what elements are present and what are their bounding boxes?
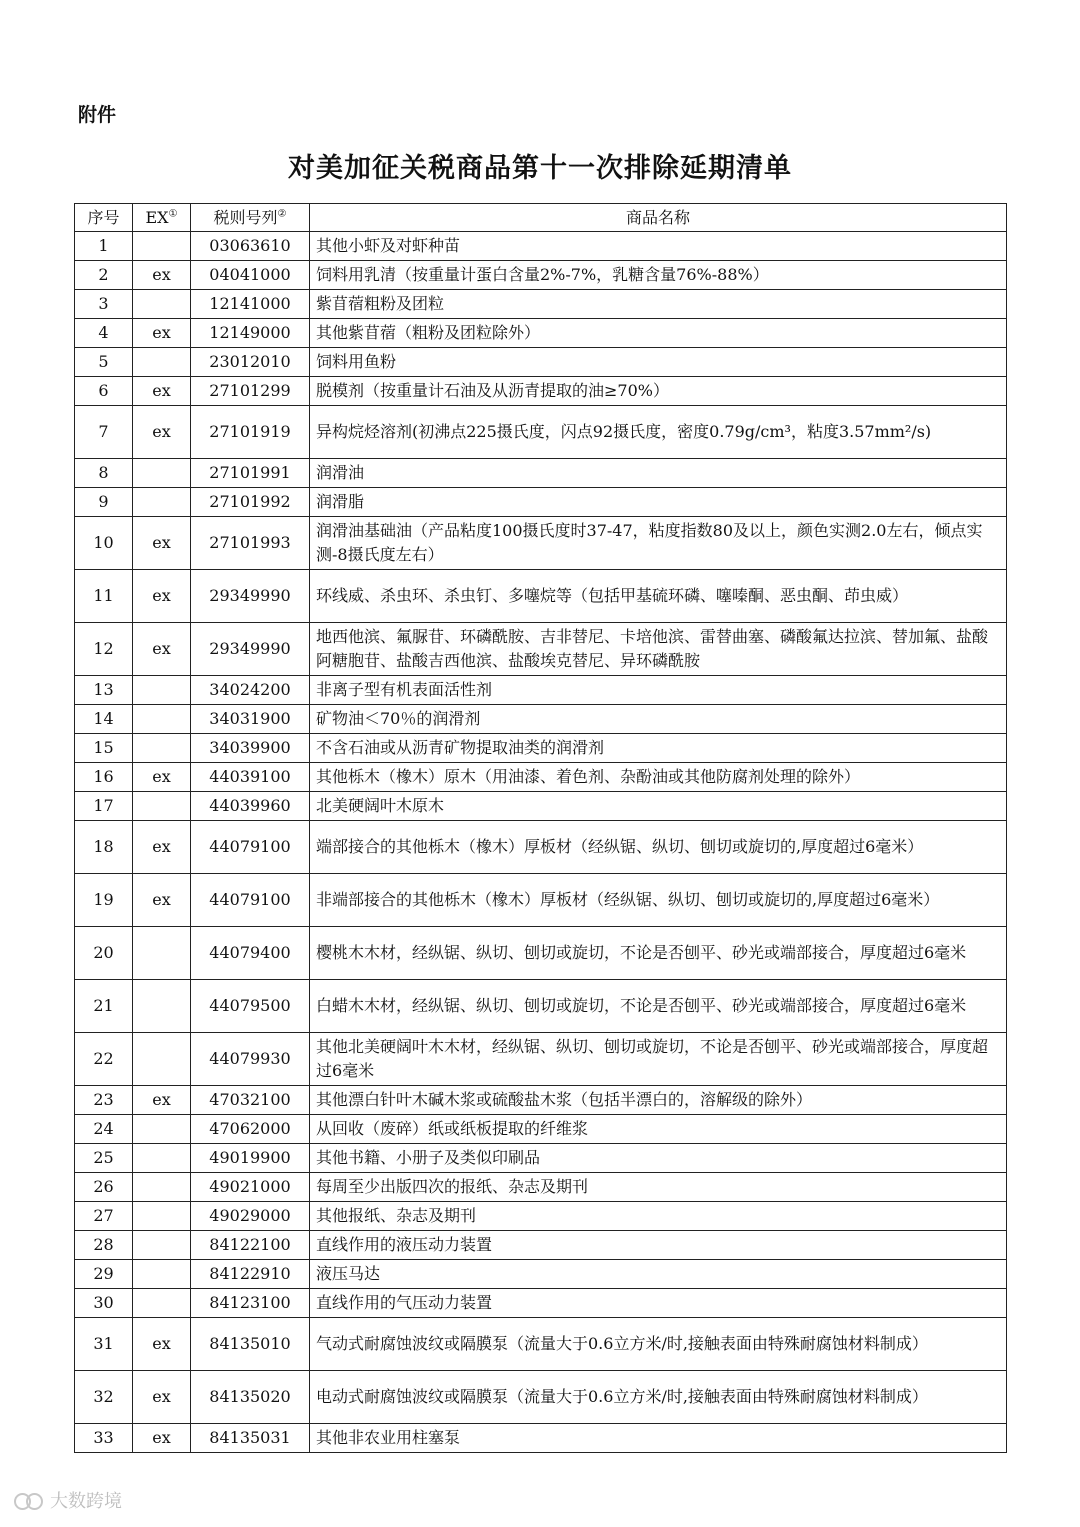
row-ex-flag <box>133 232 191 261</box>
row-product-name: 其他栎木（橡木）原木（用油漆、着色剂、杂酚油或其他防腐剂处理的除外） <box>310 763 1007 792</box>
row-tariff-code: 27101993 <box>191 517 310 570</box>
row-tariff-code: 34039900 <box>191 734 310 763</box>
row-number: 18 <box>75 821 133 874</box>
row-ex-flag: ex <box>133 261 191 290</box>
header-num: 序号 <box>75 204 133 232</box>
row-number: 32 <box>75 1371 133 1424</box>
row-ex-flag <box>133 792 191 821</box>
table-row <box>75 406 1007 459</box>
row-ex-flag: ex <box>133 1086 191 1115</box>
row-product-name: 白蜡木木材，经纵锯、纵切、刨切或旋切，不论是否刨平、砂光或端部接合，厚度超过6毫米 <box>310 980 1007 1033</box>
row-number: 22 <box>75 1033 133 1086</box>
row-number: 21 <box>75 980 133 1033</box>
row-product-name: 异构烷烃溶剂(初沸点225摄氏度，闪点92摄氏度，密度0.79g/cm³，粘度3.57mm²/s) <box>310 406 1007 459</box>
row-product-name: 其他北美硬阔叶木木材，经纵锯、纵切、刨切或旋切，不论是否刨平、砂光或端部接合，厚度超过6毫米 <box>310 1033 1007 1086</box>
row-ex-flag <box>133 1033 191 1086</box>
row-tariff-code: 27101919 <box>191 406 310 459</box>
row-ex-flag <box>133 290 191 319</box>
row-product-name: 润滑油 <box>310 459 1007 488</box>
row-product-name: 每周至少出版四次的报纸、杂志及期刊 <box>310 1173 1007 1202</box>
row-tariff-code: 44079100 <box>191 874 310 927</box>
row-product-name: 其他报纸、杂志及期刊 <box>310 1202 1007 1231</box>
logo-icon <box>14 1491 44 1509</box>
row-number: 19 <box>75 874 133 927</box>
row-tariff-code: 44079500 <box>191 980 310 1033</box>
row-ex-flag: ex <box>133 517 191 570</box>
table-row <box>75 623 1007 676</box>
row-product-name: 地西他滨、氟脲苷、环磷酰胺、吉非替尼、卡培他滨、雷替曲塞、磷酸氟达拉滨、替加氟、盐酸阿糖胞苷、盐酸吉西他滨、盐酸埃克替尼、异环磷酰胺 <box>310 623 1007 676</box>
row-tariff-code: 29349990 <box>191 570 310 623</box>
row-ex-flag <box>133 488 191 517</box>
row-product-name: 气动式耐腐蚀波纹或隔膜泵（流量大于0.6立方米/时,接触表面由特殊耐腐蚀材料制成） <box>310 1318 1007 1371</box>
table-row <box>75 1202 1007 1231</box>
table-row <box>75 517 1007 570</box>
row-tariff-code: 27101299 <box>191 377 310 406</box>
row-product-name: 紫苜蓿粗粉及团粒 <box>310 290 1007 319</box>
row-ex-flag <box>133 1144 191 1173</box>
table-row <box>75 676 1007 705</box>
row-product-name: 直线作用的液压动力装置 <box>310 1231 1007 1260</box>
row-tariff-code: 44079930 <box>191 1033 310 1086</box>
row-ex-flag <box>133 1289 191 1318</box>
row-product-name: 饲料用鱼粉 <box>310 348 1007 377</box>
row-tariff-code: 27101992 <box>191 488 310 517</box>
table-row <box>75 705 1007 734</box>
row-product-name: 从回收（废碎）纸或纸板提取的纤维浆 <box>310 1115 1007 1144</box>
table-row <box>75 1318 1007 1371</box>
table-row <box>75 1144 1007 1173</box>
table-row <box>75 1115 1007 1144</box>
row-tariff-code: 29349990 <box>191 623 310 676</box>
row-tariff-code: 84123100 <box>191 1289 310 1318</box>
row-tariff-code: 44079100 <box>191 821 310 874</box>
header-code: 税则号列② <box>191 204 310 232</box>
table-row <box>75 319 1007 348</box>
row-number: 9 <box>75 488 133 517</box>
row-ex-flag: ex <box>133 623 191 676</box>
row-tariff-code: 34031900 <box>191 705 310 734</box>
row-tariff-code: 47032100 <box>191 1086 310 1115</box>
table-row <box>75 734 1007 763</box>
table-row <box>75 792 1007 821</box>
row-number: 24 <box>75 1115 133 1144</box>
row-tariff-code: 84135031 <box>191 1424 310 1453</box>
row-ex-flag: ex <box>133 874 191 927</box>
watermark-text: 大数跨境 <box>50 1491 122 1512</box>
row-ex-flag <box>133 1260 191 1289</box>
row-number: 3 <box>75 290 133 319</box>
row-ex-flag <box>133 459 191 488</box>
table-row <box>75 1231 1007 1260</box>
row-number: 2 <box>75 261 133 290</box>
table-row <box>75 1033 1007 1086</box>
table-row <box>75 232 1007 261</box>
row-number: 28 <box>75 1231 133 1260</box>
row-tariff-code: 44039100 <box>191 763 310 792</box>
row-tariff-code: 44079400 <box>191 927 310 980</box>
table-row <box>75 459 1007 488</box>
row-tariff-code: 84135020 <box>191 1371 310 1424</box>
row-product-name: 其他紫苜蓿（粗粉及团粒除外） <box>310 319 1007 348</box>
table-row <box>75 488 1007 517</box>
row-tariff-code: 49029000 <box>191 1202 310 1231</box>
table-row <box>75 1424 1007 1453</box>
watermark <box>14 1487 122 1513</box>
row-product-name: 环线威、杀虫环、杀虫钉、多噻烷等（包括甲基硫环磷、噻嗪酮、恶虫酮、茚虫威） <box>310 570 1007 623</box>
row-ex-flag <box>133 1231 191 1260</box>
row-product-name: 非端部接合的其他栎木（橡木）厚板材（经纵锯、纵切、刨切或旋切的,厚度超过6毫米） <box>310 874 1007 927</box>
row-number: 1 <box>75 232 133 261</box>
row-ex-flag: ex <box>133 763 191 792</box>
row-product-name: 液压马达 <box>310 1260 1007 1289</box>
row-ex-flag <box>133 348 191 377</box>
row-number: 20 <box>75 927 133 980</box>
row-ex-flag <box>133 1115 191 1144</box>
row-number: 7 <box>75 406 133 459</box>
row-number: 26 <box>75 1173 133 1202</box>
header-ex: EX① <box>133 204 191 232</box>
row-number: 29 <box>75 1260 133 1289</box>
row-ex-flag <box>133 1202 191 1231</box>
row-ex-flag: ex <box>133 319 191 348</box>
row-product-name: 不含石油或从沥青矿物提取油类的润滑剂 <box>310 734 1007 763</box>
row-product-name: 其他漂白针叶木碱木浆或硫酸盐木浆（包括半漂白的，溶解级的除外） <box>310 1086 1007 1115</box>
footnote-marker: ① <box>168 208 178 220</box>
row-number: 27 <box>75 1202 133 1231</box>
row-product-name: 非离子型有机表面活性剂 <box>310 676 1007 705</box>
table-row <box>75 570 1007 623</box>
row-number: 14 <box>75 705 133 734</box>
row-ex-flag: ex <box>133 377 191 406</box>
row-ex-flag: ex <box>133 1318 191 1371</box>
row-tariff-code: 03063610 <box>191 232 310 261</box>
row-number: 17 <box>75 792 133 821</box>
row-number: 30 <box>75 1289 133 1318</box>
table-row <box>75 821 1007 874</box>
row-product-name: 端部接合的其他栎木（橡木）厚板材（经纵锯、纵切、刨切或旋切的,厚度超过6毫米） <box>310 821 1007 874</box>
row-tariff-code: 12149000 <box>191 319 310 348</box>
row-ex-flag: ex <box>133 406 191 459</box>
row-ex-flag <box>133 676 191 705</box>
footnote-marker: ② <box>277 208 287 220</box>
table-row <box>75 261 1007 290</box>
row-number: 4 <box>75 319 133 348</box>
row-tariff-code: 23012010 <box>191 348 310 377</box>
row-number: 33 <box>75 1424 133 1453</box>
row-tariff-code: 44039960 <box>191 792 310 821</box>
row-tariff-code: 27101991 <box>191 459 310 488</box>
table-row <box>75 1173 1007 1202</box>
row-number: 31 <box>75 1318 133 1371</box>
row-ex-flag: ex <box>133 1424 191 1453</box>
row-tariff-code: 84122910 <box>191 1260 310 1289</box>
table-header-row <box>75 204 1007 232</box>
row-ex-flag <box>133 705 191 734</box>
row-tariff-code: 34024200 <box>191 676 310 705</box>
row-ex-flag <box>133 980 191 1033</box>
row-number: 15 <box>75 734 133 763</box>
header-name: 商品名称 <box>310 204 1007 232</box>
row-ex-flag <box>133 1173 191 1202</box>
table-row <box>75 348 1007 377</box>
row-product-name: 其他非农业用柱塞泵 <box>310 1424 1007 1453</box>
row-tariff-code: 84122100 <box>191 1231 310 1260</box>
row-product-name: 电动式耐腐蚀波纹或隔膜泵（流量大于0.6立方米/时,接触表面由特殊耐腐蚀材料制成） <box>310 1371 1007 1424</box>
row-product-name: 饲料用乳清（按重量计蛋白含量2%-7%，乳糖含量76%-88%） <box>310 261 1007 290</box>
row-ex-flag: ex <box>133 1371 191 1424</box>
page-title: 对美加征关税商品第十一次排除延期清单 <box>288 153 792 184</box>
exclusion-list-table <box>74 203 1007 1453</box>
row-number: 5 <box>75 348 133 377</box>
row-product-name: 北美硬阔叶木原木 <box>310 792 1007 821</box>
row-product-name: 润滑脂 <box>310 488 1007 517</box>
table-row <box>75 927 1007 980</box>
row-number: 10 <box>75 517 133 570</box>
row-number: 12 <box>75 623 133 676</box>
row-tariff-code: 47062000 <box>191 1115 310 1144</box>
table-row <box>75 1086 1007 1115</box>
row-ex-flag <box>133 734 191 763</box>
table-row <box>75 290 1007 319</box>
row-tariff-code: 49019900 <box>191 1144 310 1173</box>
table-row <box>75 1289 1007 1318</box>
row-number: 23 <box>75 1086 133 1115</box>
table-row <box>75 980 1007 1033</box>
row-number: 25 <box>75 1144 133 1173</box>
table-row <box>75 377 1007 406</box>
row-product-name: 直线作用的气压动力装置 <box>310 1289 1007 1318</box>
row-product-name: 其他书籍、小册子及类似印刷品 <box>310 1144 1007 1173</box>
table-row <box>75 763 1007 792</box>
row-product-name: 樱桃木木材，经纵锯、纵切、刨切或旋切，不论是否刨平、砂光或端部接合，厚度超过6毫米 <box>310 927 1007 980</box>
attachment-label: 附件 <box>78 104 117 126</box>
row-number: 8 <box>75 459 133 488</box>
row-ex-flag: ex <box>133 570 191 623</box>
row-product-name: 矿物油＜70％的润滑剂 <box>310 705 1007 734</box>
row-number: 6 <box>75 377 133 406</box>
row-product-name: 脱模剂（按重量计石油及从沥青提取的油≥70%） <box>310 377 1007 406</box>
row-ex-flag <box>133 927 191 980</box>
row-product-name: 润滑油基础油（产品粘度100摄氏度时37-47，粘度指数80及以上，颜色实测2.0左右，倾点实测-8摄氏度左右） <box>310 517 1007 570</box>
row-number: 11 <box>75 570 133 623</box>
table-row <box>75 1371 1007 1424</box>
row-tariff-code: 04041000 <box>191 261 310 290</box>
row-tariff-code: 84135010 <box>191 1318 310 1371</box>
row-number: 13 <box>75 676 133 705</box>
table-row <box>75 1260 1007 1289</box>
row-tariff-code: 49021000 <box>191 1173 310 1202</box>
row-tariff-code: 12141000 <box>191 290 310 319</box>
row-ex-flag: ex <box>133 821 191 874</box>
table-row <box>75 874 1007 927</box>
row-product-name: 其他小虾及对虾种苗 <box>310 232 1007 261</box>
row-number: 16 <box>75 763 133 792</box>
